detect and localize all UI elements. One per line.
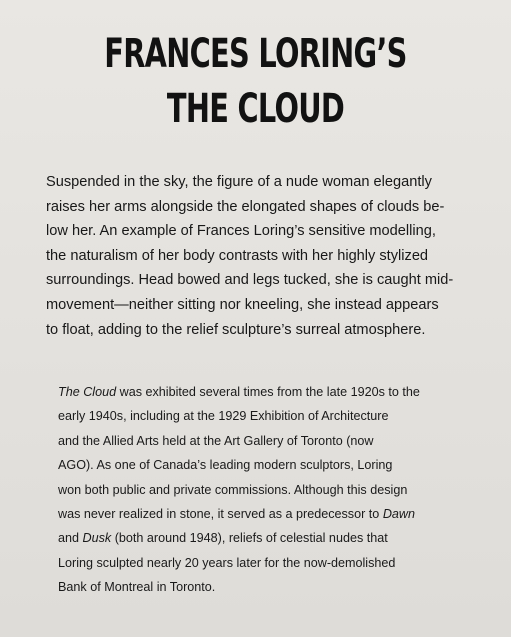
title-line-2: THE CLOUD (166, 86, 345, 132)
paragraph-line: to float, adding to the relief sculpture’s surreal atmosphere. (46, 321, 426, 338)
paragraph-line: early 1940s, including at the 1929 Exhibition of Architecture (58, 409, 389, 424)
artwork-title: Dawn (382, 507, 416, 522)
paragraph-line: won both public and private commissions. Although this design (58, 482, 408, 497)
paragraph-line: and Dusk (both around 1948), reliefs of celestial nudes that (58, 531, 388, 546)
title-line-1: FRANCES LORING’S (104, 31, 407, 77)
paragraph-line: Loring sculpted nearly 20 years later for the now-demolished (58, 555, 396, 570)
paragraph-line: Suspended in the sky, the figure of a nude woman elegantly (46, 174, 432, 190)
paragraph-line: the naturalism of her body contrasts with her highly stylized (46, 247, 429, 264)
paragraph-line: raises her arms alongside the elongated shapes of clouds be- (46, 198, 445, 215)
paragraph-line: Bank of Montreal in Toronto. (58, 580, 216, 595)
paragraph-line: and the Allied Arts held at the Art Gallery of Toronto (now (58, 433, 374, 448)
paragraph-line: The Cloud was exhibited several times from the late 1920s to the (58, 385, 420, 399)
artwork-title: The Cloud (58, 385, 117, 399)
artwork-title: Dusk (82, 531, 112, 546)
paragraph-line: AGO). As one of Canada’s leading modern sculptors, Loring (58, 458, 393, 473)
paragraph-line: movement—neither sitting nor kneeling, she instead appears (46, 296, 439, 313)
paragraph-line: was never realized in stone, it served as a predecessor to Dawn (58, 507, 416, 522)
description-paragraph (46, 170, 476, 342)
paragraph-line: low her. An example of Frances Loring’s sensitive modelling, (46, 223, 436, 240)
history-paragraph (58, 380, 458, 600)
paragraph-line: surroundings. Head bowed and legs tucked, she is caught mid- (46, 272, 454, 289)
